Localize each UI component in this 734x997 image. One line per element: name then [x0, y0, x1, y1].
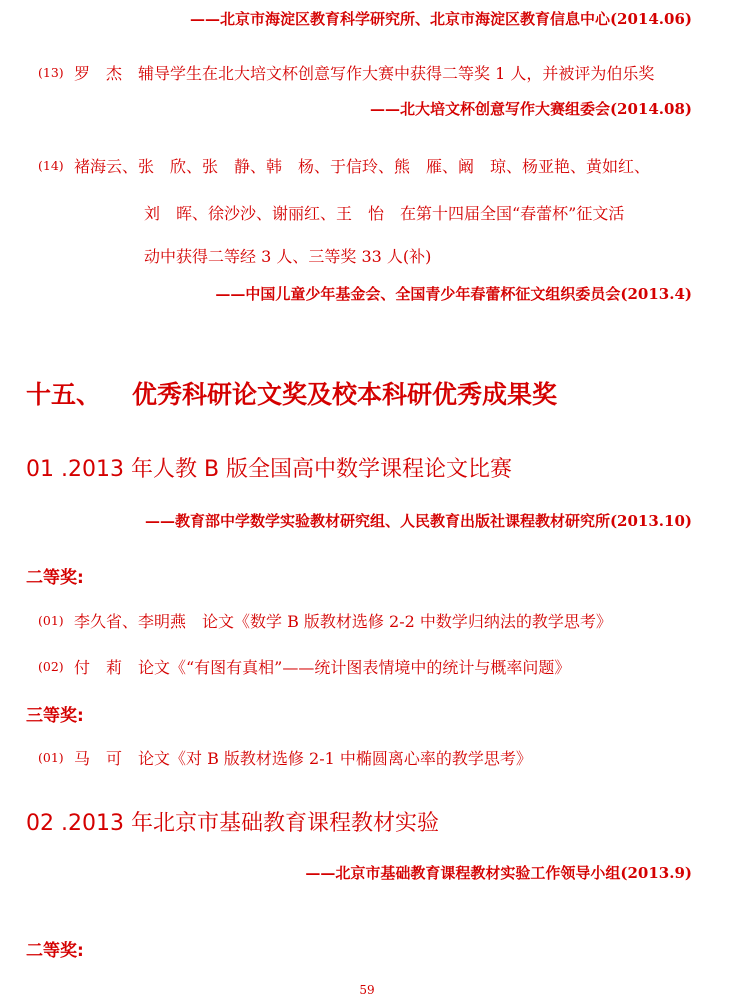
prize-level-second: 二等奖: [26, 941, 84, 961]
entry-text-line-1: 褚海云、张 欣、张 静、韩 杨、于信玲、熊 雁、阚 琼、杨亚艳、黄如红、 [74, 157, 651, 176]
section-number: 十五、 [26, 380, 102, 409]
entry-number: (14) [38, 158, 64, 173]
prize-level-second: 二等奖: [26, 568, 84, 588]
entry-source: ——北大培文杯创意写作大赛组委会(2014.08) [369, 100, 692, 118]
subsection-title: 02 .2013 年北京市基础教育课程教材实验 [26, 811, 439, 836]
entry-number: (02) [38, 659, 64, 674]
entry-source: ——中国儿童少年基金会、全国青少年春蕾杯征文组织委员会(2013.4) [215, 285, 692, 303]
entry-text: 李久省、李明燕 论文《数学 B 版教材选修 2-2 中数学归纳法的教学思考》 [74, 612, 612, 631]
entry-text: 付 莉 论文《“有图有真相”——统计图表情境中的统计与概率问题》 [74, 658, 571, 677]
source-line-top: ——北京市海淀区教育科学研究所、北京市海淀区教育信息中心(2014.06) [189, 10, 692, 28]
entry-text-line-2: 刘 晖、徐沙沙、谢丽红、王 怡 在第十四届全国“春蕾杯”征文活 [144, 204, 625, 223]
section-title: 优秀科研论文奖及校本科研优秀成果奖 [132, 380, 558, 409]
prize-level-third: 三等奖: [26, 706, 84, 726]
subsection-title: 01 .2013 年人教 B 版全国高中数学课程论文比赛 [26, 457, 513, 482]
subsection-source: ——教育部中学数学实验教材研究组、人民教育出版社课程教材研究所(2013.10) [144, 512, 692, 530]
entry-text-line-3: 动中获得二等经 3 人、三等奖 33 人(补) [144, 247, 432, 266]
entry-text: 马 可 论文《对 B 版教材选修 2-1 中椭圆离心率的教学思考》 [74, 749, 532, 768]
entry-text: 罗 杰 辅导学生在北大培文杯创意写作大赛中获得二等奖 1 人，并被评为伯乐奖 [74, 64, 655, 83]
entry-number: (13) [38, 65, 64, 80]
entry-number: (01) [38, 750, 64, 765]
entry-number: (01) [38, 613, 64, 628]
subsection-source: ——北京市基础教育课程教材实验工作领导小组(2013.9) [305, 864, 692, 882]
page-number: 59 [359, 983, 375, 997]
